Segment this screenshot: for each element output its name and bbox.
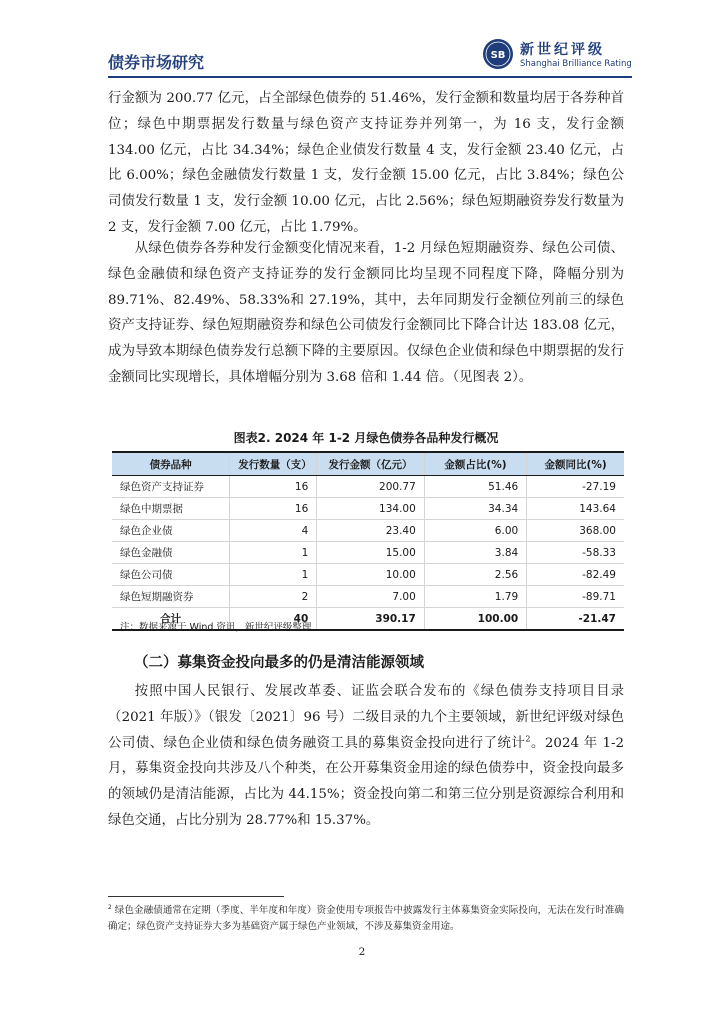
yoy-cell: -82.49 (527, 564, 624, 586)
issue-amount-cell: 200.77 (317, 476, 425, 498)
footnote (108, 903, 624, 935)
share-cell: 34.34 (424, 498, 526, 520)
bond-issuance-table (112, 451, 624, 631)
share-cell: 2.56 (424, 564, 526, 586)
table-row (112, 476, 624, 498)
yoy-cell: -27.19 (527, 476, 624, 498)
emblem-letters: SB (490, 50, 506, 61)
brand-emblem-icon (482, 38, 514, 70)
yoy-cell: 368.00 (527, 520, 624, 542)
bond-type-cell: 绿色短期融资券 (112, 586, 230, 608)
issue-count-cell: 1 (230, 542, 317, 564)
bond-type-cell: 绿色中期票据 (112, 498, 230, 520)
paragraph-fund-investment (108, 679, 624, 834)
total-share-cell: 100.00 (424, 608, 526, 631)
report-series-title: 债券市场研究 (108, 53, 205, 72)
column-header: 债券品种 (112, 452, 230, 476)
table-row (112, 542, 624, 564)
issue-count-cell: 1 (230, 564, 317, 586)
table-row (112, 498, 624, 520)
table-row (112, 564, 624, 586)
table-row (112, 520, 624, 542)
footnote-text: 绿色金融债通常在定期（季度、半年度和年度）资金使用专项报告中披露发行主体募集资金实际投向，无法在发行时准确确定；绿色资产支持证券大多为基础资产属于绿色产业领域，不涉及募集资金用途。 (108, 905, 624, 932)
bond-type-cell: 绿色资产支持证券 (112, 476, 230, 498)
table-source-note: 注：数据来源于 Wind 资讯，新世纪评级整理 (120, 622, 312, 633)
share-cell: 6.00 (424, 520, 526, 542)
page-number: 2 (358, 946, 366, 958)
footnote-reference[interactable]: 2 (525, 734, 531, 744)
issue-amount-cell: 23.40 (317, 520, 425, 542)
issue-count-cell: 4 (230, 520, 317, 542)
bond-type-cell: 绿色企业债 (112, 520, 230, 542)
table-caption: 图表2. 2024 年 1-2 月绿色债券各品种发行概况 (233, 431, 499, 445)
bond-type-cell: 绿色公司债 (112, 564, 230, 586)
issue-amount-cell: 134.00 (317, 498, 425, 520)
brand-name-en: Shanghai Brilliance Rating (520, 59, 632, 69)
table-row (112, 586, 624, 608)
issue-count-cell: 2 (230, 586, 317, 608)
brand-logo (482, 38, 632, 72)
total-label-cell: 合计 (112, 608, 230, 631)
share-cell: 51.46 (424, 476, 526, 498)
header-divider (108, 76, 632, 78)
column-header: 金额同比(%) (527, 452, 624, 476)
issue-count-cell: 16 (230, 498, 317, 520)
share-cell: 1.79 (424, 586, 526, 608)
yoy-cell: -58.33 (527, 542, 624, 564)
section-heading: （二）募集资金投向最多的仍是清洁能源领域 (134, 655, 424, 671)
total-amount-cell: 390.17 (317, 608, 425, 631)
column-header: 金额占比(%) (424, 452, 526, 476)
paragraph-text-rest: 。2024 年 1-2 月，募集资金投向共涉及八个种类，在公开募集资金用途的绿色债券中，资金投向最多的领域仍是清洁能源，占比为 44.15%；资金投向第二和第三位分别是资源综合利用和绿色交通，占比分别为 28.77%和 15.37%。 (108, 735, 625, 828)
issue-count-cell: 16 (230, 476, 317, 498)
share-cell: 3.84 (424, 542, 526, 564)
page-header (108, 36, 632, 76)
issue-amount-cell: 7.00 (317, 586, 425, 608)
footnote-divider (108, 896, 284, 897)
column-header: 发行数量（支） (230, 452, 317, 476)
column-header: 发行金额（亿元） (317, 452, 425, 476)
total-count-cell: 40 (230, 608, 317, 631)
paragraph-issuance-change (108, 236, 624, 391)
issue-amount-cell: 15.00 (317, 542, 425, 564)
total-yoy-cell: -21.47 (527, 608, 624, 631)
paragraph-text-main: 按照中国人民银行、发展改革委、证监会联合发布的《绿色债券支持项目目录（2021 年版）》（银发〔2021〕96 号）二级目录的九个主要领域，新世纪评级对绿色公司债、绿色企业债和绿色债务融资工具的募集资金投向进行了统计 (108, 684, 624, 751)
footnote-mark: 2 (108, 904, 112, 911)
paragraph-text: 从绿色债券各券种发行金额变化情况来看，1-2 月绿色短期融资券、绿色公司债、绿色金融债和绿色资产支持证券的发行金额同比均呈现不同程度下降，降幅分别为 89.71%、82.49%、58.33%和 27.19%，其中，去年同期发行金额位列前三的绿色资产支持证券、绿色短期融资券和绿色公司债发行金额同比下降合计达 183.08 亿元，成为导致本期绿色债券发行总额下降的主要原因。仅绿色企业债和绿色中期票据的发行金额同比实现增长，具体增幅分别为 3.68 倍和 1.44 倍。（见图表 2）。 (108, 241, 624, 385)
paragraph-text (108, 679, 624, 834)
yoy-cell: -89.71 (527, 586, 624, 608)
brand-name-cn: 新世纪评级 (520, 42, 605, 58)
table-header-row (112, 452, 624, 476)
issue-amount-cell: 10.00 (317, 564, 425, 586)
paragraph-text: 行金额为 200.77 亿元，占全部绿色债券的 51.46%，发行金额和数量均居于各券种首位；绿色中期票据发行数量与绿色资产支持证券并列第一，为 16 支，发行金额 134.00 亿元，占比 34.34%；绿色企业债发行数量 4 支，发行金额 23.40 亿元，占比 6.00%；绿色金融债发行数量 1 支，发行金额 15.00 亿元，占比 3.84%；绿色公司债发行数量 1 支，发行金额 10.00 亿元，占比 2.56%；绿色短期融资券发行数量为 2 支，发行金额 7.00 亿元，占比 1.79%。 (108, 91, 624, 235)
paragraph-issuance-summary (108, 86, 624, 241)
bond-type-cell: 绿色金融债 (112, 542, 230, 564)
yoy-cell: 143.64 (527, 498, 624, 520)
